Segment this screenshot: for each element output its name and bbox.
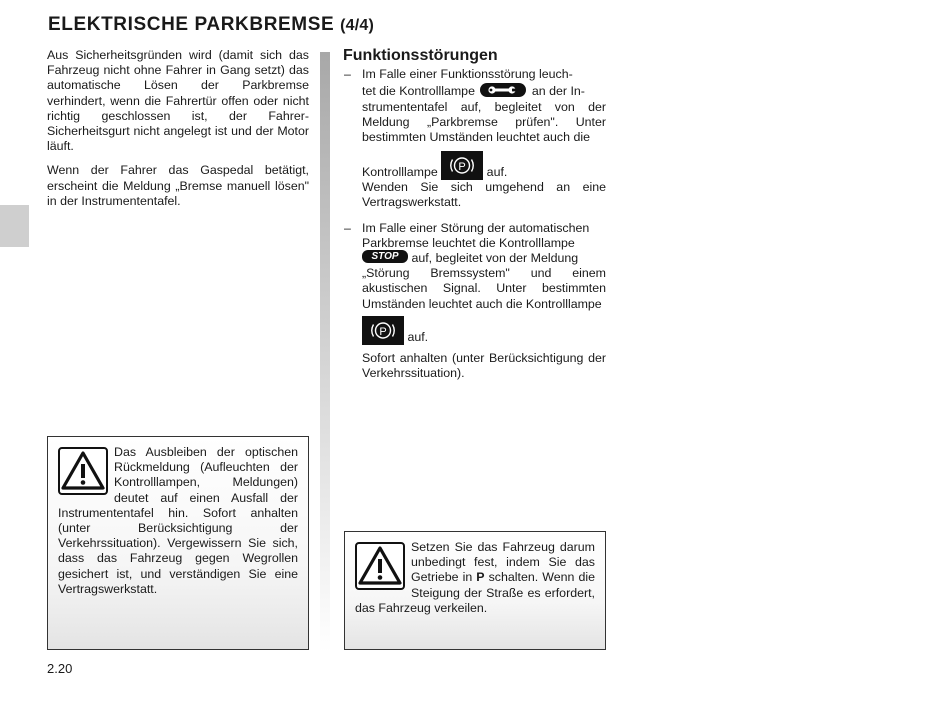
right-column (343, 48, 606, 387)
parking-brake-lamp-icon (441, 151, 483, 180)
item1-body: strumententafel auf, begleitet von der Meldung „Parkbremse prüfen". Unter bestimmten Umständen leuchtet auch die (362, 99, 606, 145)
warning-box-right (344, 531, 606, 650)
list-item-fault (343, 221, 606, 382)
item2-lamp-after: auf. (407, 329, 429, 344)
page-number: 2.20 (47, 661, 73, 676)
paragraph-accelerator: Wenn der Fahrer das Gaspedal betätigt, erscheint die Meldung „Bremse manuell lösen" in der Instrumententafel. (47, 163, 309, 208)
column-divider (320, 52, 330, 652)
page-title (48, 14, 374, 36)
left-column (47, 48, 309, 218)
wrench-warning-lamp-icon (480, 83, 526, 97)
warning-left-text: Das Ausbleiben der optischen Rückmeldung (Aufleuchten der Kontrolllampen, Meldungen) deutet auf einen Ausfall der Instrumententafel hin. Sofort anhalten (unter Berücksichtigung der Verkehrssituation). Vergewissern Sie sich, dass das Fahrzeug gegen Wegrollen gesichert ist, und verständigen Sie eine Vertragswerkstatt. (58, 445, 298, 596)
paragraph-safety: Aus Sicherheitsgründen wird (damit sich das Fahrzeug nicht ohne Fahrer in Gang setzt) das automatische Lösen der Parkbremse verhindert, wenn die Fahrertür offen oder nicht richtig geschlossen ist, der Fahrer-Sicherheitsgurt nicht angelegt ist und der Motor läuft. (47, 48, 309, 154)
item1-closing: Wenden Sie sich umgehend an eine Vertragswerkstatt. (362, 180, 606, 210)
list-item-malfunction (343, 67, 606, 210)
item2-line2: Parkbremse leuchtet die Kontrolllampe (362, 235, 575, 250)
item1-line2-before: tet die Kontrolllampe (362, 84, 475, 99)
item2-line3 (362, 251, 606, 266)
page-title-part: (4/4) (340, 17, 375, 34)
item1-lamp-line (362, 151, 606, 180)
stop-warning-lamp-icon: STOP (362, 250, 408, 263)
item2-line3-after: auf, begleitet von der Meldung (411, 251, 579, 266)
item2-body: „Störung Bremssystem" und einem akustischen Signal. Unter bestimmten Umständen leuchtet auch die Kontrolllampe (362, 266, 606, 311)
item1-lamp-after: auf. (486, 165, 508, 180)
parking-brake-lamp-icon (362, 316, 404, 345)
warning-triangle-icon (355, 542, 405, 590)
section-tab-marker (0, 205, 29, 247)
list-dash: – (344, 220, 351, 235)
svg-text:P: P (379, 325, 387, 338)
item1-line1: Im Falle einer Funktionsstörung leuch- (362, 67, 573, 82)
warning-right-text-after: schalten. Wenn die Steigung der Straße es erfordert, das Fahrzeug verkeilen. (355, 570, 595, 615)
page-title-main: ELEKTRISCHE PARKBREMSE (48, 14, 335, 35)
item1-line2-after: an der In- (531, 84, 585, 99)
list-dash: – (344, 67, 351, 82)
item2-line1: Im Falle einer Störung der automatischen (362, 220, 590, 235)
gear-position-p: P (476, 570, 485, 585)
warning-right-text-before: Setzen Sie das Fahrzeug darum unbedingt fest, indem Sie das Getriebe in (411, 540, 595, 585)
section-heading: Funktionsstörungen (343, 47, 498, 64)
item1-lamp-before: Kontrolllampe (362, 165, 438, 180)
item1-line2 (362, 84, 606, 99)
svg-text:P: P (458, 161, 466, 174)
warning-triangle-icon (58, 447, 108, 495)
warning-box-left (47, 436, 309, 650)
item2-closing: Sofort anhalten (unter Berücksichtigung der Verkehrssituation). (362, 350, 606, 381)
item2-lamp-line (362, 316, 606, 345)
